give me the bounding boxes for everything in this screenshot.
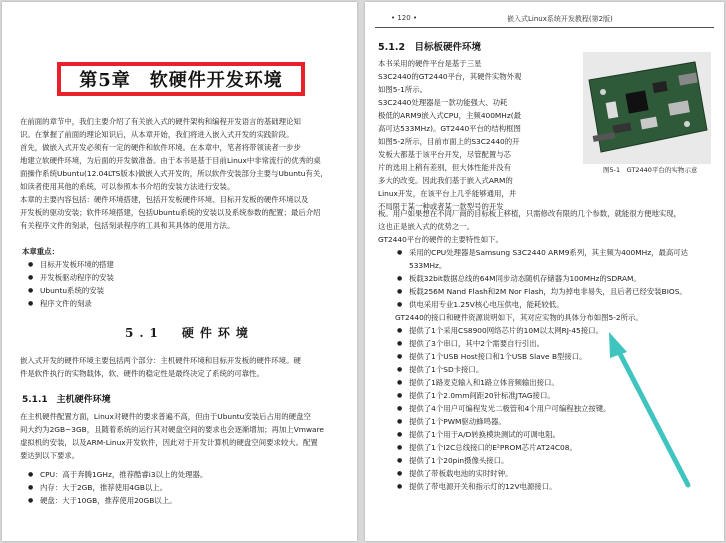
list-item: ● 硬盘：大于10GB，推荐使用20GB以上。: [26, 494, 207, 507]
list-item: ● 提供了1个PWM驱动蜂鸣器。: [395, 415, 611, 428]
list-item: ● 内存：大于2GB，推荐使用4GB以上。: [26, 481, 207, 494]
list-item: ● 目标开发板环境的搭建: [26, 258, 114, 271]
text-line: 如图5-1所示。: [378, 85, 428, 94]
io-intro: GT2440的接口和硬件资源说明如下，其对应实物的具体分布如图5-2所示。: [395, 313, 643, 322]
text-line: 面操作系统Ubuntu(12.04LTS版本)做嵌入式开发的，所以软件安装部分主要与Ubuntu有关，: [20, 169, 328, 178]
text-line: 识。在掌握了前面的理论知识后，从本章开始，我们将进入嵌入式开发的实践阶段。: [20, 130, 294, 139]
list-item: ● 提供了1个用于A/D转换模块测试的可调电阻。: [395, 428, 611, 441]
chapter-title: 第5章 软硬件开发环境: [57, 62, 305, 96]
section-title-512: 5.1.2 目标板硬件环境: [378, 42, 482, 53]
list-item: ● Ubuntu系统的安装: [26, 284, 114, 297]
text-line: 间大约为2GB~3GB，且随着系统的运行其对硬盘空间的要求也会逐渐增加；再加上Vmware: [20, 425, 324, 434]
list-item: ● 采用的CPU处理器是Samsung S3C2440 ARM9系列，其主频为400MHz，最高可达: [395, 246, 688, 259]
list-item: ● 提供了1个SD卡接口。: [395, 363, 611, 376]
text-line: 本书采用的硬件平台是基于三星: [378, 59, 482, 68]
text-line: 虚拟机的安装，以及ARM-Linux开发软件，因此对于开发计算机的硬盘空间要求较大。配置: [20, 438, 318, 447]
text-line: Linux开发，在该平台上几乎能够通用，并: [378, 189, 517, 198]
text-line: 要达到以下要求。: [20, 451, 80, 460]
text-line: 开发板的驱动安装；软件环境搭建，包括Ubuntu系统的安装以及系统参数的配置；最后介绍: [20, 208, 321, 217]
list-item: ● 提供了1个采用CS8900网络芯片的10M以太网RJ-45接口。: [395, 324, 611, 337]
list-item: ● 提供了带电源开关和指示灯的12V电源接口。: [395, 480, 611, 493]
text-line: S3C2440处理器是一款功能强大、功耗: [378, 98, 508, 107]
text-line: 在前面的章节中，我们主要介绍了有关嵌入式的硬件架构和编程开发语言的基础理论知: [20, 117, 301, 126]
list-item: ● CPU：高于奔腾1GHz，推荐酷睿i3以上的处理器。: [26, 468, 207, 481]
text-line: 如图5-2所示，目前市面上的S3C2440的开: [378, 137, 520, 146]
list-item: ● 开发板驱动程序的安装: [26, 271, 114, 284]
list-item: ● 板载32bit数据总线的64M同步动态随机存储器为100MHz的SDRAM。: [395, 272, 688, 285]
subsection-title: 5.1.1 主机硬件环境: [22, 395, 111, 405]
list-item: ● 提供了4个用户可编程发光二极管和4个用户可编程独立按键。: [395, 402, 611, 415]
text-line: 首先，做嵌入式开发必须有一定的硬件和软件环境。在本章中，笔者将带领读者一步步: [20, 143, 301, 152]
text-line: 发板大都基于该平台开发，尽管配置与芯: [378, 150, 512, 159]
key-points-label: 本章重点：: [22, 247, 59, 256]
list-item: 533MHz。: [409, 261, 447, 270]
text-line: 如读者使用其他的系统，可以参照本书介绍的安装方法进行安装。: [20, 182, 235, 191]
text-line: 极低的ARM9嵌入式CPU，主频400MHz(最: [378, 111, 522, 120]
text-line: 高可达533MHz)。GT2440平台的结构框图: [378, 124, 521, 133]
text-line: 有关程序文件的刻录，包括刻录程序的工具和其具体的使用方法。: [20, 221, 235, 230]
list-item: ● 板载256M Nand Flash和2M Nor Flash，均为掉电非易失，且后者已经安装BIOS。: [395, 285, 688, 298]
text-line: 这也正是嵌入式的优势之一。: [378, 222, 475, 231]
text-line: 板。用户如果想在不同厂商的目标板上移植，只需修改有限的几个参数，就能很方便地实现，: [378, 209, 682, 218]
list-item: ● 提供了1路麦克输入和1路立体音频输出接口。: [395, 376, 611, 389]
section-title: 5.1 硬件环境: [125, 326, 254, 340]
list-item: ● 提供了1个I2C总线接口的E²PROM芯片AT24C08。: [395, 441, 611, 454]
text-line: GT2440平台的硬件的主要特性如下。: [378, 235, 503, 244]
list-item: ● 提供了带板载电池的实时时钟。: [395, 467, 611, 480]
list-item: ● 程序文件的刻录: [26, 297, 114, 310]
list-item: ● 提供了1个20pin摄像头接口。: [395, 454, 611, 467]
running-title: 嵌入式Linux系统开发教程(第2版): [507, 15, 613, 23]
list-item: ● 提供了1个USB Host接口和1个USB Slave B型接口。: [395, 350, 611, 363]
text-line: 地建立软硬件环境，为后面的开发做准备。由于本书是基于目前Linux中非常流行的优秀的桌: [20, 156, 321, 165]
text-line: 件是软件执行的实物载体，软、硬件的稳定性是最终决定了系统的可靠性。: [20, 369, 264, 378]
text-line: 在主机硬件配置方面，Linux对硬件的要求普遍不高，但由于Ubuntu安装后占用的硬盘空: [20, 412, 311, 421]
text-line: 片的选用上稍有差别，但大体性能并没有: [378, 163, 512, 172]
text-line: 本章的主要内容包括：硬件环境搭建，包括开发板硬件环境、目标开发板的硬件环境以及: [20, 195, 309, 204]
page-number: • 120 •: [391, 14, 418, 22]
list-item: ● 供电采用专业1.25V核心电压供电，能耗较低。: [395, 298, 688, 311]
text-line: 不局限于某一种或者某一款型号的开发: [378, 202, 504, 211]
text-line: 嵌入式开发的硬件环境主要包括两个部分：主机硬件环境和目标开发板的硬件环境。硬: [20, 356, 301, 365]
text-line: S3C2440的GT2440平台，其硬件实物外观: [378, 72, 522, 81]
list-item: ● 提供了3个串口，其中2个需要自行引出。: [395, 337, 611, 350]
text-line: 多大的改变。因此我们基于嵌入式ARM的: [378, 176, 513, 185]
figure-caption: 图5-1 GT2440平台的实物示意: [603, 166, 698, 174]
list-item: ● 提供了1个2.0mm间距20针标准JTAG接口。: [395, 389, 611, 402]
